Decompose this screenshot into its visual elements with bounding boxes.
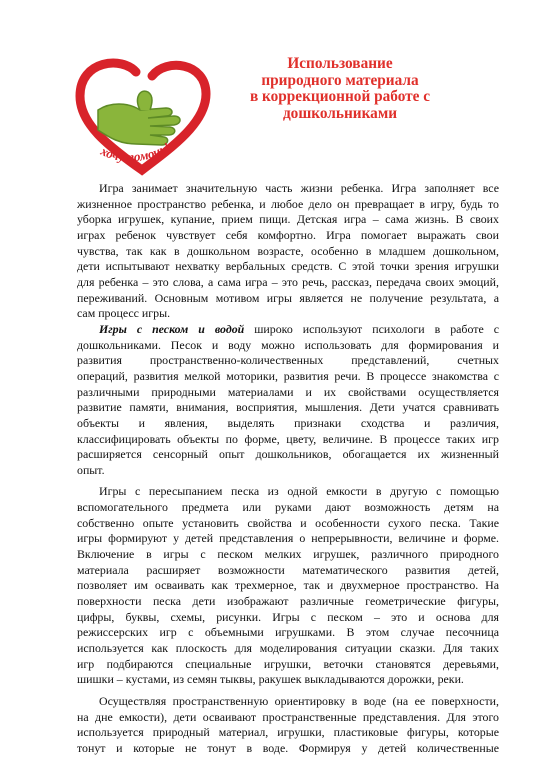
text-line: переживаний. Основным мотивом игры является не получение результата, а bbox=[77, 290, 499, 305]
title-line: природного материала bbox=[261, 71, 419, 89]
text-line: развитие памяти, внимания, восприятия, мышления. Дети учатся сравнивать bbox=[77, 400, 499, 415]
paragraph bbox=[77, 322, 499, 479]
text-line bbox=[77, 322, 499, 338]
text-line: классифицировать объекты по форме, цвету, величине. В процессе таких игр bbox=[77, 431, 499, 446]
text-line: расширяется сенсорный опыт дошкольников, обогащается их жизненный bbox=[77, 447, 499, 462]
text-fragment: широко используют психологи в работе с bbox=[244, 321, 499, 336]
text-line: шишки – кустами, из семян тыквы, ракушек выкладываются дорожки, реки. bbox=[77, 672, 464, 687]
text-line: Игры с пересыпанием песка из одной емкости в другую с помощью bbox=[99, 484, 499, 499]
text-line: для ребенка – это слова, а сама игра – это речь, рассказ, передача своих эмоций, bbox=[77, 274, 499, 289]
text-line: опыт. bbox=[77, 462, 105, 477]
logo-text: хочу помочь! bbox=[98, 139, 173, 165]
text-line: различными природными материалами и их свойствами осуществляется bbox=[77, 384, 499, 399]
text-line: дошкольниками. Песок и воду можно использовать для формирования и bbox=[77, 337, 499, 352]
text-line: дети испытывают нехватку вербальных средств. С этой точки зрения игрушки bbox=[77, 259, 499, 274]
text-line: играх ребенок чувствует себя комфортно. Игра помогает выражать свои bbox=[77, 227, 499, 242]
text-line: Осуществляя пространственную ориентировку в воде (на ее поверхности, bbox=[99, 694, 499, 708]
emphasis-text: Игры с песком и водой bbox=[99, 321, 245, 336]
text-line: операций, развития мелкой моторики, развития речи. В процессе знакомства с bbox=[77, 368, 499, 383]
text-line: игры формируют у детей представления о непрерывности, величине и форме. bbox=[77, 531, 499, 546]
text-line: игр подбираются специальные игрушки, веточки становятся деревьями, bbox=[77, 656, 499, 671]
text-line: Включение в игры с песком мелких игрушек, различного природного bbox=[77, 547, 499, 562]
title-line: в коррекционной работе с bbox=[249, 88, 431, 106]
title-line: дошкольниками bbox=[282, 104, 398, 122]
logo bbox=[70, 58, 218, 176]
paragraph bbox=[77, 694, 499, 757]
text-line: режиссерских игр с объемными игрушками. В этом случае песочница bbox=[77, 625, 499, 640]
text-line: цифры, буквы, схемы, рисунки. Игры с песком – это и основа для bbox=[77, 609, 499, 624]
title-line: Использование bbox=[287, 55, 393, 72]
page-title bbox=[222, 56, 458, 122]
text-line: поверхности песка дети изображают различные геометрические фигуры, bbox=[77, 594, 499, 609]
text-line: чувства, так как в дошкольном возрасте, особенно в младшем дошкольном, bbox=[77, 243, 499, 258]
text-line: собственно опыте установить свойства и особенности сухого песка. Такие bbox=[77, 515, 499, 530]
paragraph bbox=[77, 484, 499, 688]
text-line: жизненное пространство ребенка, и любое дело он превращает в игру, будь то bbox=[77, 196, 499, 211]
text-line: позволяет им осваивать как трехмерное, так и двухмерное пространство. На bbox=[77, 578, 499, 593]
text-line: развития пространственно-количественных представлений, счетных bbox=[77, 353, 499, 368]
article-body bbox=[77, 181, 499, 757]
text-line: материала расширяет возможности математического развития детей, bbox=[77, 562, 499, 577]
text-line: сам процесс игры. bbox=[77, 306, 171, 321]
heart-hand-icon bbox=[70, 58, 218, 176]
text-line: используется природный материал, игрушки, пластиковые фигуры, которые bbox=[77, 725, 499, 740]
text-line: уборка игрушек, купание, прием пищи. Детская игра – сама жизнь. В своих bbox=[77, 212, 499, 227]
text-line: на дне емкости), дети осваивают пространственные представления. Для этого bbox=[77, 709, 499, 724]
paragraph bbox=[77, 181, 499, 322]
text-line: используется как плоскость для моделирования ситуации сказки. Для таких bbox=[77, 641, 499, 656]
text-line: объекты и явления, выделять признаки сходства и различия, bbox=[77, 415, 499, 430]
text-line: вспомогательного предмета или руками дают возможность детям на bbox=[77, 500, 499, 515]
text-line: тонут и которые не тонут в воде. Формируя у детей количественные bbox=[77, 740, 499, 755]
text-line: Игра занимает значительную часть жизни ребенка. Игра заполняет все bbox=[99, 181, 499, 195]
